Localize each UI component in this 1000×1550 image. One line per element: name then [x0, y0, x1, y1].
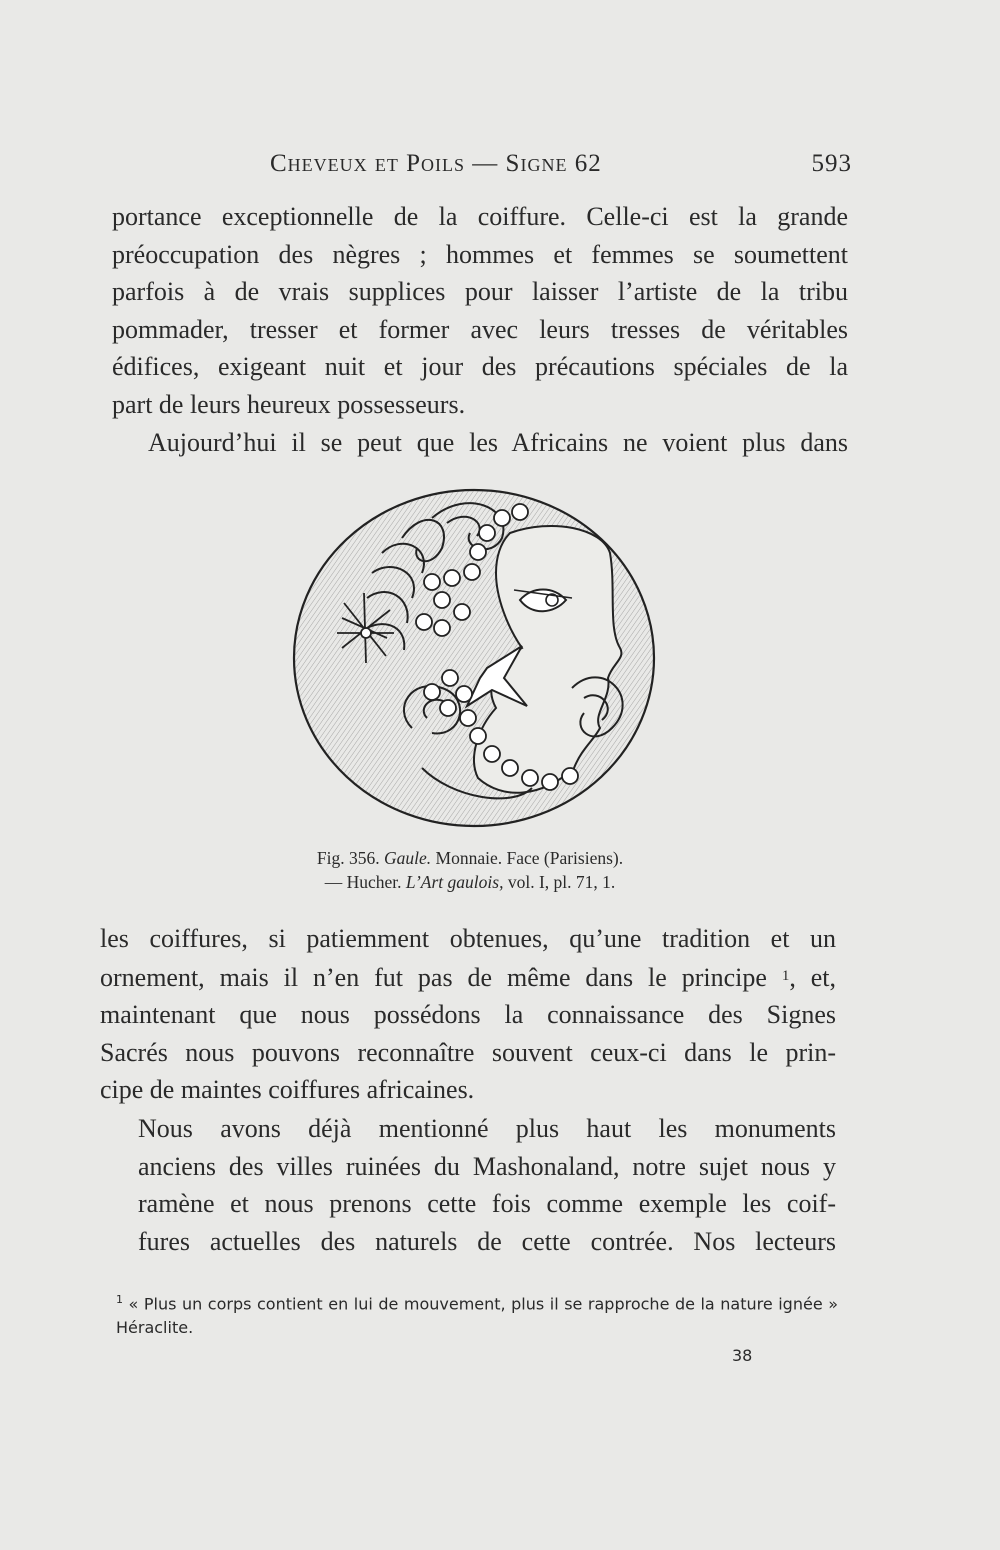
footnote-text: « Plus un corps contient en lui de mouvement, plus il se rapproche de la nature ignée » Héraclite.	[116, 1294, 838, 1338]
footnote-mark: 1	[116, 1293, 123, 1306]
text-line: maintenant que nous possédons la connaissance des Signes	[100, 1000, 836, 1029]
text-line: pommader, tresser et former avec leurs tresses de véritables	[112, 314, 848, 344]
paragraph-2	[112, 424, 848, 462]
text-line: ramène et nous prenons cette fois comme exemple les coif-	[138, 1189, 836, 1218]
footnote	[116, 1288, 838, 1340]
caption-line-1	[270, 846, 670, 870]
text-line: Aujourd’hui il se peut que les Africains ne voient plus dans	[148, 428, 848, 457]
caption-text: Fig. 356.	[316, 848, 384, 868]
coin-illustration	[282, 478, 666, 836]
gaulish-coin-drawing	[282, 478, 666, 836]
text-line: parfois à de vrais supplices pour laisser l’artiste de la tribu	[112, 277, 848, 306]
caption-line-2	[270, 870, 670, 894]
caption-text: vol. I, pl. 71, 1.	[503, 872, 616, 892]
figure-caption	[270, 846, 670, 894]
text-line: Nous avons déjà mentionné plus haut les monuments	[138, 1114, 836, 1143]
running-head	[262, 150, 852, 186]
text-line: Sacrés nous pouvons reconnaître souvent ceux-ci dans le prin-	[100, 1037, 836, 1067]
text-line: portance exceptionnelle de la coiffure. Celle-ci est la grande	[112, 202, 848, 231]
signature-mark: 38	[732, 1346, 753, 1365]
paragraph-3	[100, 920, 836, 1109]
text-line: les coiffures, si patiemment obtenues, qu’une tradition et un	[100, 924, 836, 953]
caption-text: — Hucher.	[324, 872, 406, 892]
footnote-reference[interactable]: 1	[781, 967, 790, 984]
paragraph-4	[100, 1110, 836, 1260]
text-line: anciens des villes ruinées du Mashonaland, notre sujet nous y	[138, 1151, 836, 1181]
caption-text: Monnaie. Face (Parisiens).	[431, 848, 624, 868]
text-line: édifices, exigeant nuit et jour des précautions spéciales de la	[112, 352, 848, 381]
running-head-title: Cheveux et Poils — Signe 62	[270, 150, 602, 177]
text-segment: ornement, mais il n’en fut pas de même dans le principe	[100, 962, 767, 992]
text-line: cipe de maintes coiffures africaines.	[100, 1075, 475, 1104]
text-line: préoccupation des nègres ; hommes et femmes se soumettent	[112, 239, 848, 269]
caption-italic: Gaule.	[383, 848, 432, 868]
paragraph-1	[112, 198, 848, 423]
page-number: 593	[811, 150, 852, 177]
caption-italic: L’Art gaulois,	[405, 872, 504, 892]
text-segment: , et,	[789, 962, 837, 992]
text-line: fures actuelles des naturels de cette contrée. Nos lecteurs	[138, 1226, 836, 1256]
text-line: part de leurs heureux possesseurs.	[112, 389, 466, 419]
text-line	[100, 958, 836, 997]
